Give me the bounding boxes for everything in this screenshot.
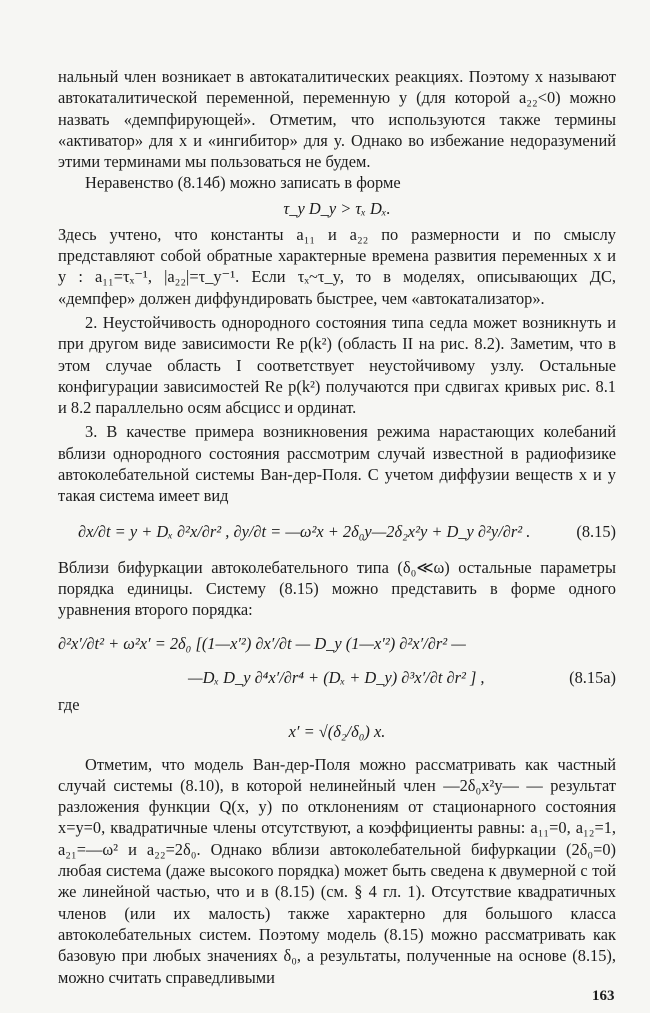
paragraph-4: 2. Неустойчивость однородного состояния типа седла может возникнуть и при другом виде зависимости Re p(k²) (область II на рис. 8.2). Заметим, что в этом случае область I соответствует неустойчивому узлу. Остальные конфигурации зависимостей Re p(k²) получаются при сдвигах кривых рис. 8.1 и 8.2 параллельно осям абсцисс и ординат. <box>58 312 616 418</box>
equation-8-15a-body: —Dₓ D_y ∂⁴x′/∂r⁴ + (Dₓ + D_y) ∂³x′/∂t ∂r² ] , <box>188 667 485 687</box>
page-number: 163 <box>592 988 615 1004</box>
substitution-equation: x′ = √(δ₂/δ₀) x. <box>288 721 386 741</box>
paragraph-5: 3. В качестве примера возникновения режима нарастающих колебаний вблизи однородного состояния рассмотрим случай известной в радиофизике автоколебательной системы Ван-дер-Поля. С учетом диффузии веществ x и y такая система имеет вид <box>58 422 616 506</box>
where-word: где <box>58 694 80 714</box>
equation-8-15 <box>78 521 616 542</box>
page-body <box>58 66 616 988</box>
paragraph-2: Неравенство (8.14б) можно записать в форме <box>85 173 401 193</box>
paragraph-3: Здесь учтено, что константы a₁₁ и a₂₂ по размерности и по смыслу представляют собой обратные характерные времена развития переменных x и y : a₁₁=τₓ⁻¹, |a₂₂|=τ_y⁻¹. Если τₓ~τ_y, то в моделях, описывающих ДС, «демпфер» должен диффундировать быстрее, чем «автокатализатор». <box>58 224 616 308</box>
equation-8-15a-line2 <box>188 667 616 688</box>
equation-8-15-body: ∂x/∂t = y + Dₓ ∂²x/∂r² , ∂y/∂t = —ω²x + 2δ₀y—2δ₂x²y + D_y ∂²y/∂r² . <box>78 521 531 541</box>
equation-8-15a-label: (8.15а) <box>569 667 616 687</box>
inequality-8-14b: τ_y D_y > τₓ Dₓ. <box>283 198 391 218</box>
equation-8-15-label: (8.15) <box>576 521 616 541</box>
equation-8-15a-line1: ∂²x′/∂t² + ω²x′ = 2δ₀ [(1—x′²) ∂x′/∂t — D_y (1—x′²) ∂²x′/∂r² — <box>58 633 466 653</box>
paragraph-6: Вблизи бифуркации автоколебательного типа (δ₀≪ω) остальные параметры порядка единицы. Систему (8.15) можно представить в форме одного уравнения второго порядка: <box>58 557 616 620</box>
paragraph-7: Отметим, что модель Ван-дер-Поля можно рассматривать как частный случай системы (8.10), в которой нелинейный член —2δ₀x²y— — результат разложения функции Q(x, y) по отклонениям от стационарного состояния x=y=0, квадратичные члены отсутствуют, а коэффициенты равны: a₁₁=0, a₁₂=1, a₂₁=—ω² и a₂₂=2δ₀. Однако вблизи автоколебательной бифуркации (2δ₀=0) любая система (даже высокого порядка) может быть сведена к двумерной с той же линейной частью, что и в (8.15) (см. § 4 гл. 1). Отсутствие квадратичных членов (или их малость) также характерно для большого класса автоколебательных систем. Поэтому модель (8.15) можно рассматривать как базовую при любых значениях δ₀, а результаты, полученные на основе (8.15), можно считать справедливыми <box>58 754 616 987</box>
paragraph-1: нальный член возникает в автокаталитических реакциях. Поэтому x называют автокаталитической переменной, переменную y (для которой a₂₂<0) можно назвать «демпфирующей». Отметим, что используются также термины «активатор» для x и «ингибитор» для y. Однако во избежание недоразумений этими терминами мы пользоваться не будем. <box>58 67 616 172</box>
